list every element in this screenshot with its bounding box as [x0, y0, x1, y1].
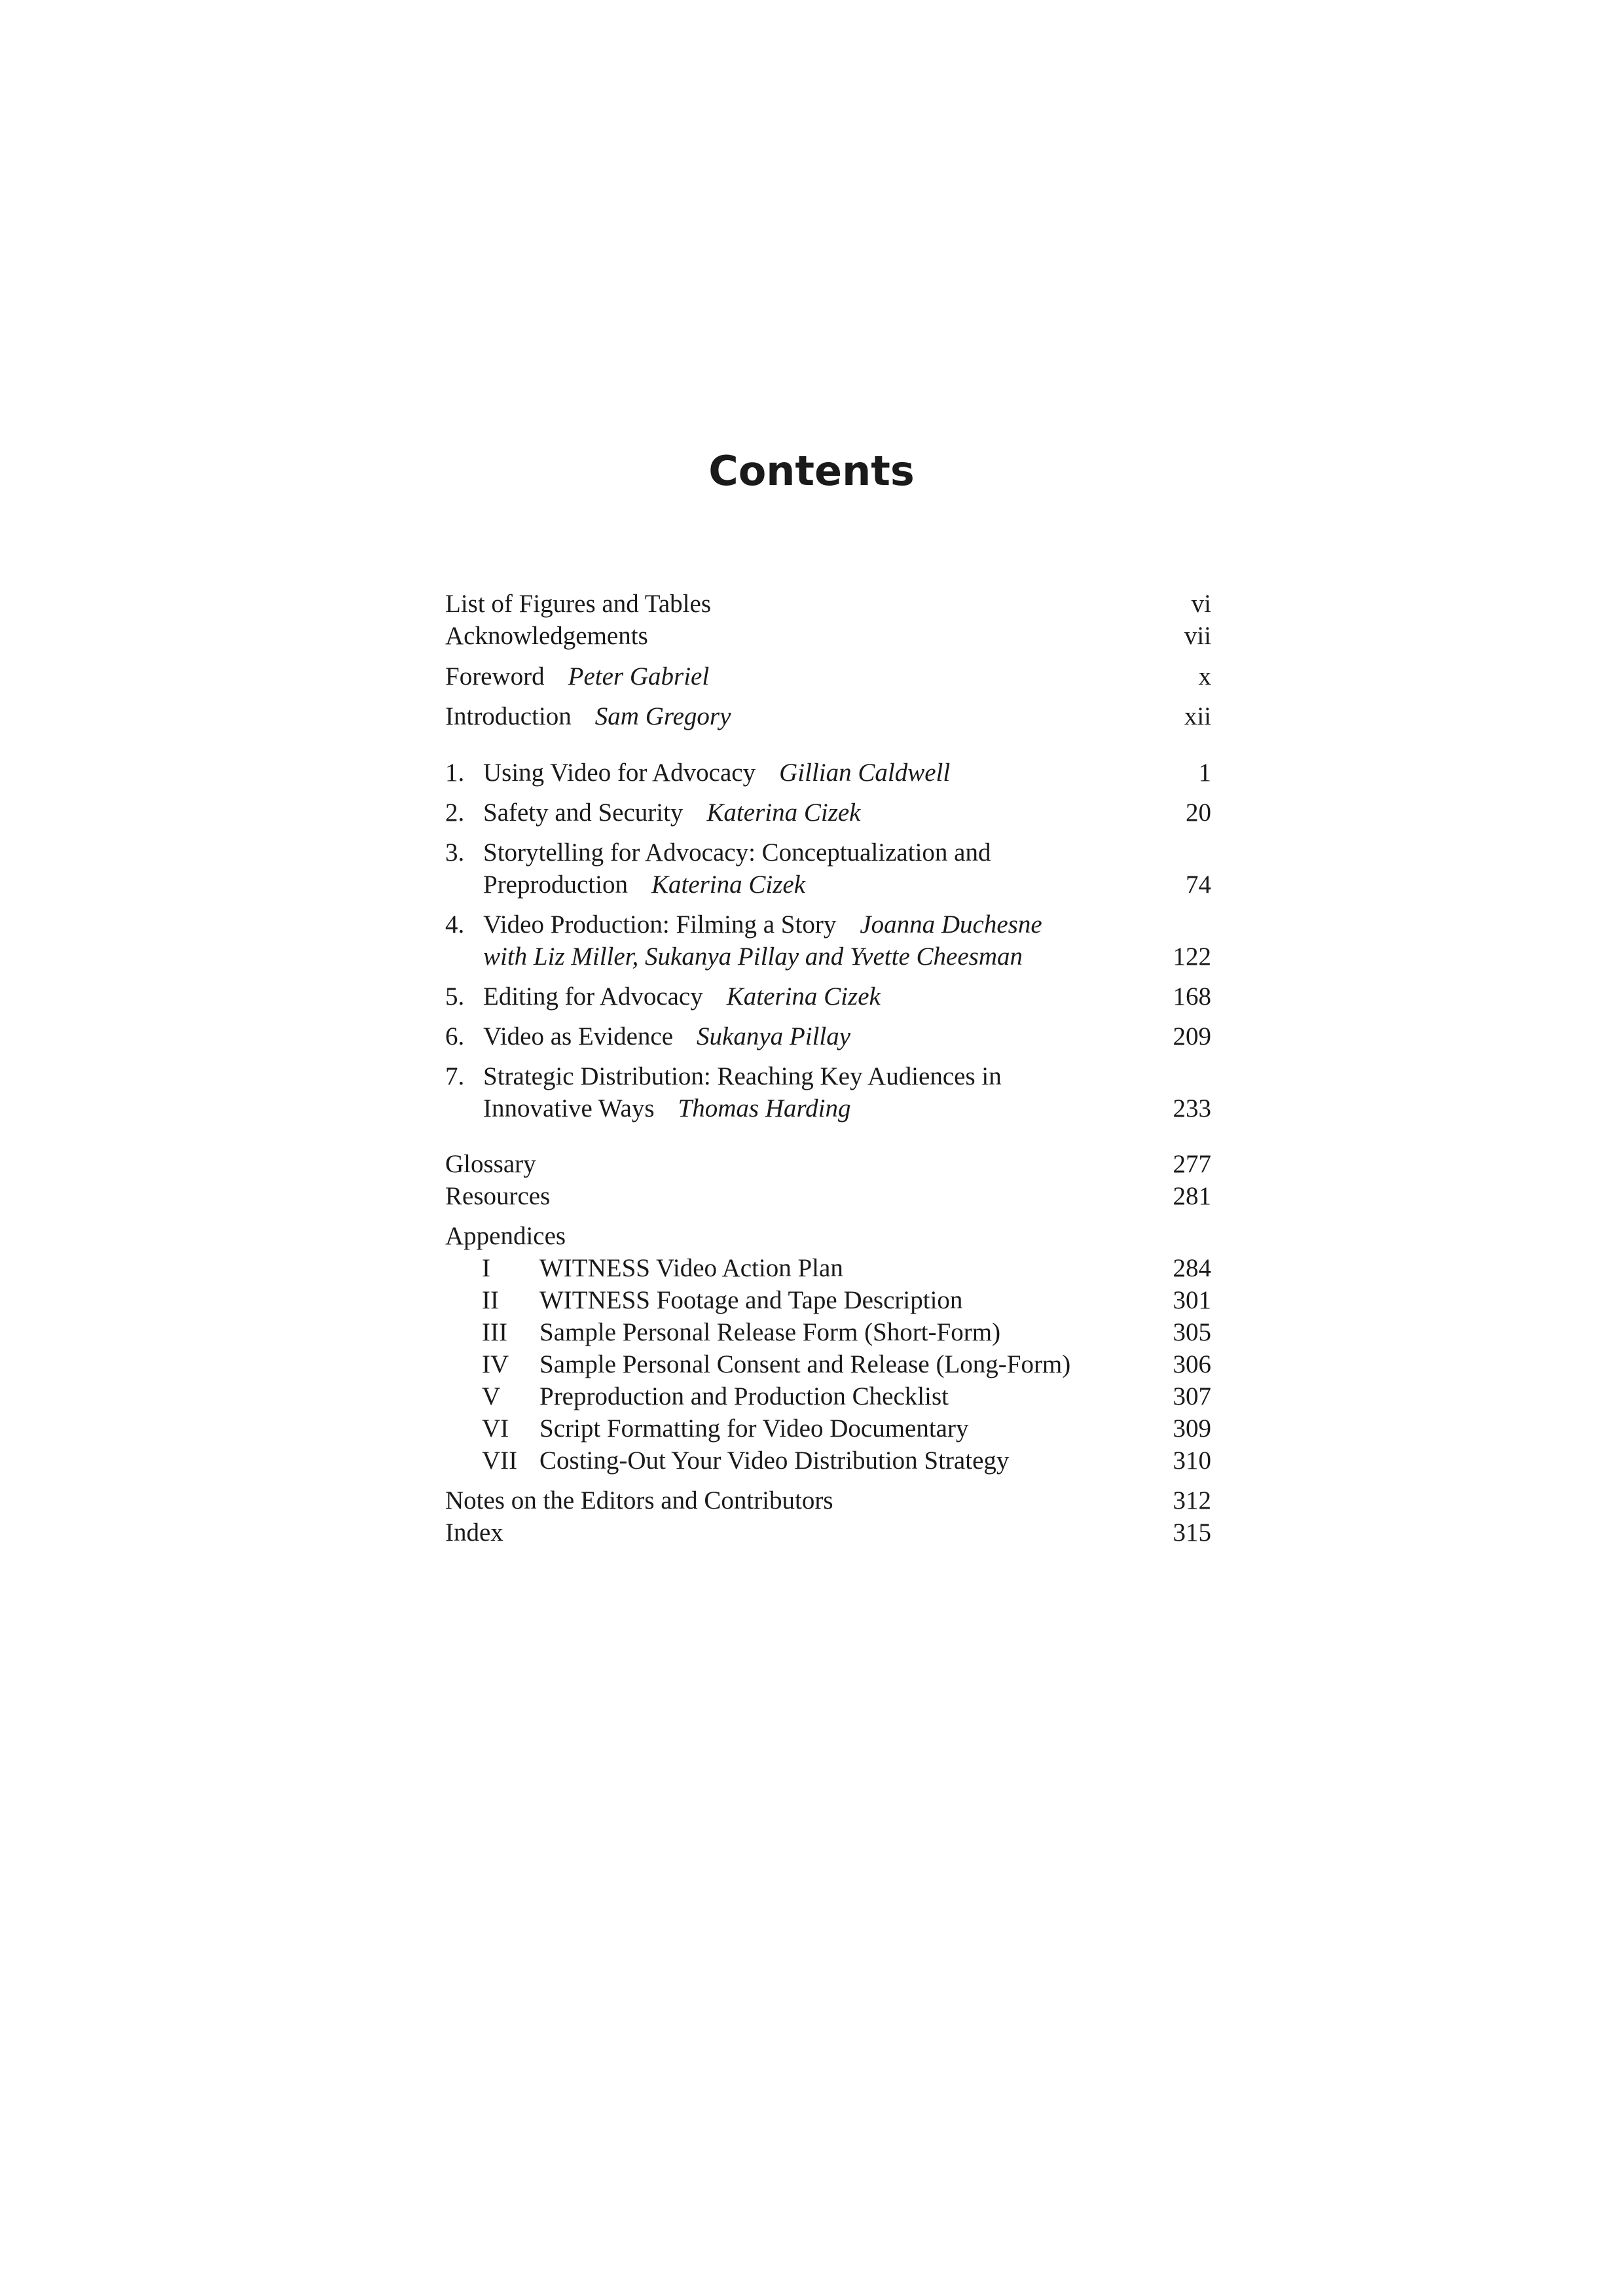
appendix-numeral: IV	[482, 1350, 509, 1378]
toc-page-number: 309	[1173, 1414, 1211, 1443]
toc-page-number: 233	[1173, 1094, 1211, 1122]
toc-appendix-1	[445, 1252, 1211, 1285]
toc-page-number: 310	[1173, 1446, 1211, 1475]
chapter-number: 5.	[445, 982, 465, 1011]
toc-page-number: 122	[1173, 942, 1211, 971]
appendices-heading: Appendices	[445, 1222, 566, 1250]
toc-entry-index	[445, 1516, 1211, 1549]
chapter-author: Joanna Duchesne	[860, 910, 1042, 939]
toc-page-number: 281	[1173, 1182, 1211, 1210]
appendix-numeral: I	[482, 1254, 490, 1282]
chapter-number: 3.	[445, 838, 465, 867]
toc-appendices-heading	[445, 1220, 1211, 1253]
toc-appendix-6	[445, 1412, 1211, 1445]
chapter-title: Strategic Distribution: Reaching Key Audiences in	[483, 1062, 1002, 1090]
toc-page-number: 284	[1173, 1254, 1211, 1282]
toc-page-number: 307	[1173, 1382, 1211, 1410]
chapter-author: Katerina Cizek	[651, 870, 806, 899]
toc-page-number: 277	[1173, 1150, 1211, 1178]
toc-entry-notes-contributors	[445, 1484, 1211, 1517]
appendix-numeral: VII	[482, 1446, 518, 1475]
toc-page-number: 20	[1186, 798, 1211, 827]
toc-chapter-4-continued	[445, 941, 1211, 973]
appendix-title: Sample Personal Consent and Release (Long-Form)	[539, 1350, 1071, 1378]
toc-page-number: vii	[1184, 622, 1211, 650]
chapter-title-continued: Innovative Ways	[483, 1094, 655, 1122]
toc-entry-foreword	[445, 660, 1211, 693]
toc-appendix-5	[445, 1380, 1211, 1413]
chapter-title: Safety and Security	[483, 798, 684, 827]
toc-page-number: vi	[1191, 590, 1211, 618]
toc-entry-title: Acknowledgements	[445, 622, 648, 650]
toc-entry-title: List of Figures and Tables	[445, 590, 711, 618]
chapter-number: 1.	[445, 759, 465, 787]
toc-chapter-2	[445, 797, 1211, 829]
appendix-title: WITNESS Footage and Tape Description	[539, 1286, 963, 1314]
toc-page-number: 312	[1173, 1486, 1211, 1515]
toc-appendix-4	[445, 1348, 1211, 1381]
toc-entry-resources	[445, 1180, 1211, 1213]
toc-entry-title: Notes on the Editors and Contributors	[445, 1486, 833, 1515]
toc-appendix-7	[445, 1444, 1211, 1477]
chapter-title-continued: Preproduction	[483, 870, 628, 899]
appendix-numeral: VI	[482, 1414, 509, 1443]
toc-entry-title: Glossary	[445, 1150, 536, 1178]
chapter-number: 2.	[445, 798, 465, 827]
chapter-number: 4.	[445, 910, 465, 939]
appendix-title: WITNESS Video Action Plan	[539, 1254, 843, 1282]
appendix-title: Script Formatting for Video Documentary	[539, 1414, 969, 1443]
chapter-co-authors: with Liz Miller, Sukanya Pillay and Yvette Cheesman	[483, 942, 1023, 971]
toc-entry-introduction	[445, 700, 1211, 733]
toc-entry-figures	[445, 588, 1211, 620]
toc-chapter-5	[445, 980, 1211, 1013]
toc-entry-title: Foreword	[445, 662, 545, 691]
chapter-title: Editing for Advocacy	[483, 982, 703, 1011]
chapter-number: 6.	[445, 1022, 465, 1050]
chapter-number: 7.	[445, 1062, 465, 1090]
toc-page-number: 301	[1173, 1286, 1211, 1314]
toc-entry-acknowledgements	[445, 620, 1211, 653]
chapter-title: Video Production: Filming a Story	[483, 910, 837, 939]
toc-entry-author: Sam Gregory	[594, 702, 731, 730]
toc-chapter-6	[445, 1020, 1211, 1053]
toc-chapter-1	[445, 757, 1211, 789]
appendix-numeral: III	[482, 1318, 507, 1346]
appendix-numeral: V	[482, 1382, 501, 1410]
toc-chapter-7	[445, 1060, 1211, 1093]
toc-chapter-7-continued	[445, 1092, 1211, 1125]
toc-page-number: 1	[1198, 759, 1211, 787]
appendix-title: Costing-Out Your Video Distribution Strategy	[539, 1446, 1010, 1475]
chapter-title: Video as Evidence	[483, 1022, 674, 1050]
toc-page-number: 168	[1173, 982, 1211, 1011]
chapter-title: Storytelling for Advocacy: Conceptualization and	[483, 838, 991, 867]
appendix-numeral: II	[482, 1286, 499, 1314]
toc-entry-title: Resources	[445, 1182, 551, 1210]
toc-chapter-4	[445, 908, 1211, 941]
toc-appendix-2	[445, 1284, 1211, 1317]
appendix-title: Sample Personal Release Form (Short-Form)	[539, 1318, 1001, 1346]
toc-page-number: 74	[1186, 870, 1211, 899]
page-title: Contents	[708, 447, 915, 495]
toc-page-number: 306	[1173, 1350, 1211, 1378]
chapter-author: Gillian Caldwell	[779, 759, 951, 787]
toc-page-number: 315	[1173, 1518, 1211, 1547]
toc-entry-glossary	[445, 1148, 1211, 1181]
toc-entry-title: Introduction	[445, 702, 572, 730]
toc-entry-author: Peter Gabriel	[568, 662, 710, 691]
toc-chapter-3-continued	[445, 869, 1211, 901]
toc-page-number: xii	[1184, 702, 1211, 730]
chapter-author: Thomas Harding	[678, 1094, 851, 1122]
toc-chapter-3	[445, 836, 1211, 869]
chapter-author: Sukanya Pillay	[697, 1022, 851, 1050]
chapter-title: Using Video for Advocacy	[483, 759, 756, 787]
toc-page-number: 209	[1173, 1022, 1211, 1050]
chapter-author: Katerina Cizek	[726, 982, 881, 1011]
chapter-author: Katerina Cizek	[706, 798, 861, 827]
toc-page-number: x	[1198, 662, 1211, 691]
toc-entry-title: Index	[445, 1518, 503, 1547]
appendix-title: Preproduction and Production Checklist	[539, 1382, 949, 1410]
toc-appendix-3	[445, 1316, 1211, 1349]
toc-page-number: 305	[1173, 1318, 1211, 1346]
